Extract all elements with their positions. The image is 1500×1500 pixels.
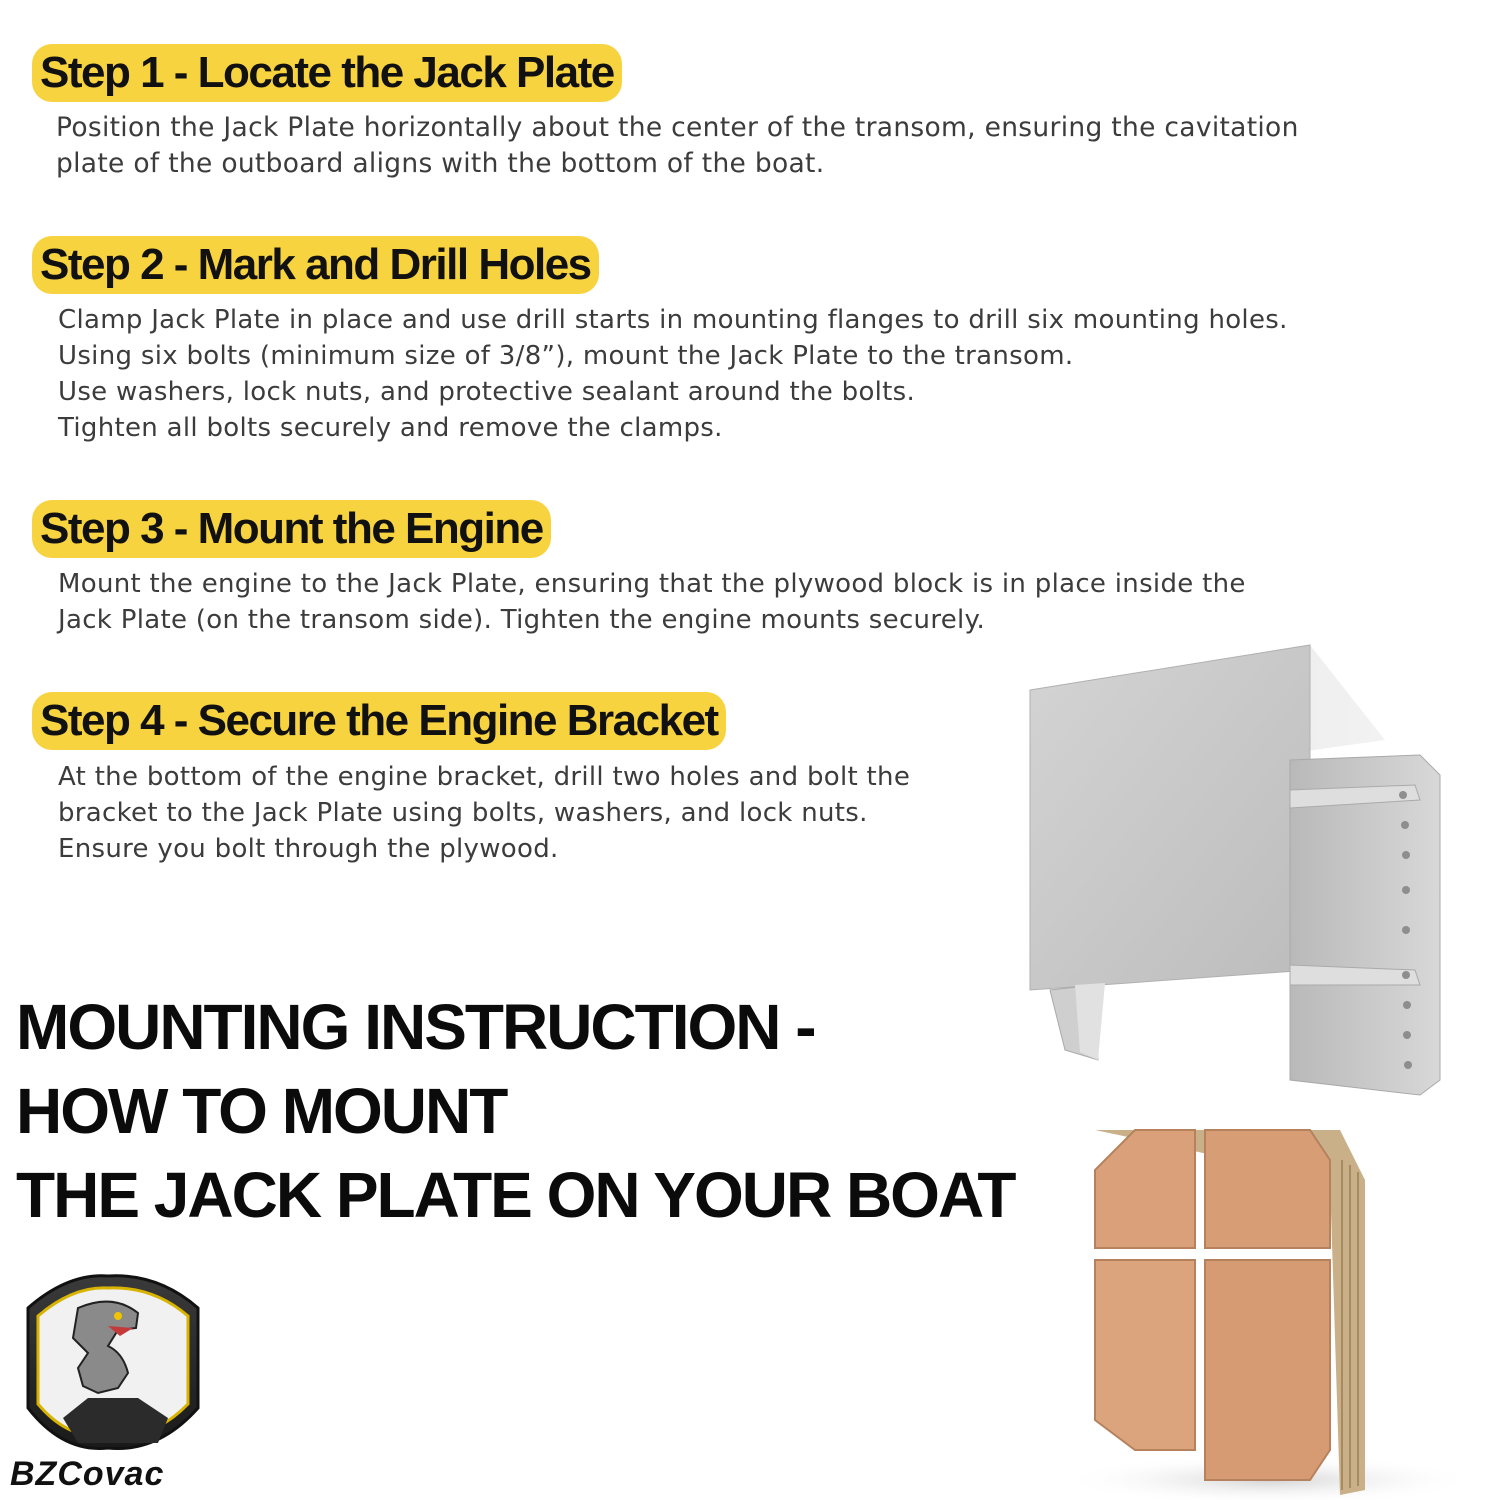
step-1-title: Step 1 - Locate the Jack Plate: [32, 44, 622, 102]
brand-name: BZCovac: [10, 1455, 165, 1493]
step-4-line: At the bottom of the engine bracket, drill two holes and bolt the: [58, 762, 911, 792]
headline-line: THE JACK PLATE ON YOUR BOAT: [16, 1159, 1015, 1231]
plywood-block-image: [1040, 1120, 1480, 1500]
step-2-title: Step 2 - Mark and Drill Holes: [32, 236, 599, 294]
step-3-body: [58, 566, 1246, 638]
main-headline: [16, 985, 1015, 1237]
step-4-body: [58, 759, 910, 867]
step-4-line: Ensure you bolt through the plywood.: [58, 834, 559, 864]
jack-plate-image: [1020, 640, 1460, 1110]
step-4-line: bracket to the Jack Plate using bolts, washers, and lock nuts.: [58, 798, 868, 828]
step-2-line: Clamp Jack Plate in place and use drill starts in mounting flanges to drill six mounting holes.: [58, 305, 1288, 335]
step-3-line: Jack Plate (on the transom side). Tighten the engine mounts securely.: [58, 605, 986, 635]
step-1-line: Position the Jack Plate horizontally about the center of the transom, ensuring the cavitation: [56, 112, 1299, 143]
step-1-body: [56, 110, 1299, 182]
headline-line: MOUNTING INSTRUCTION -: [16, 991, 815, 1063]
step-1-line: plate of the outboard aligns with the bottom of the boat.: [56, 148, 825, 179]
step-2-body: [58, 302, 1288, 446]
step-4-title: Step 4 - Secure the Engine Bracket: [32, 692, 726, 750]
step-3-line: Mount the engine to the Jack Plate, ensuring that the plywood block is in place inside the: [58, 569, 1246, 599]
step-2-line: Use washers, lock nuts, and protective sealant around the bolts.: [58, 377, 916, 407]
step-2-line: Using six bolts (minimum size of 3/8”), mount the Jack Plate to the transom.: [58, 341, 1074, 371]
step-3-title: Step 3 - Mount the Engine: [32, 500, 551, 558]
headline-line: HOW TO MOUNT: [16, 1075, 507, 1147]
step-2-line: Tighten all bolts securely and remove the clamps.: [58, 413, 723, 443]
